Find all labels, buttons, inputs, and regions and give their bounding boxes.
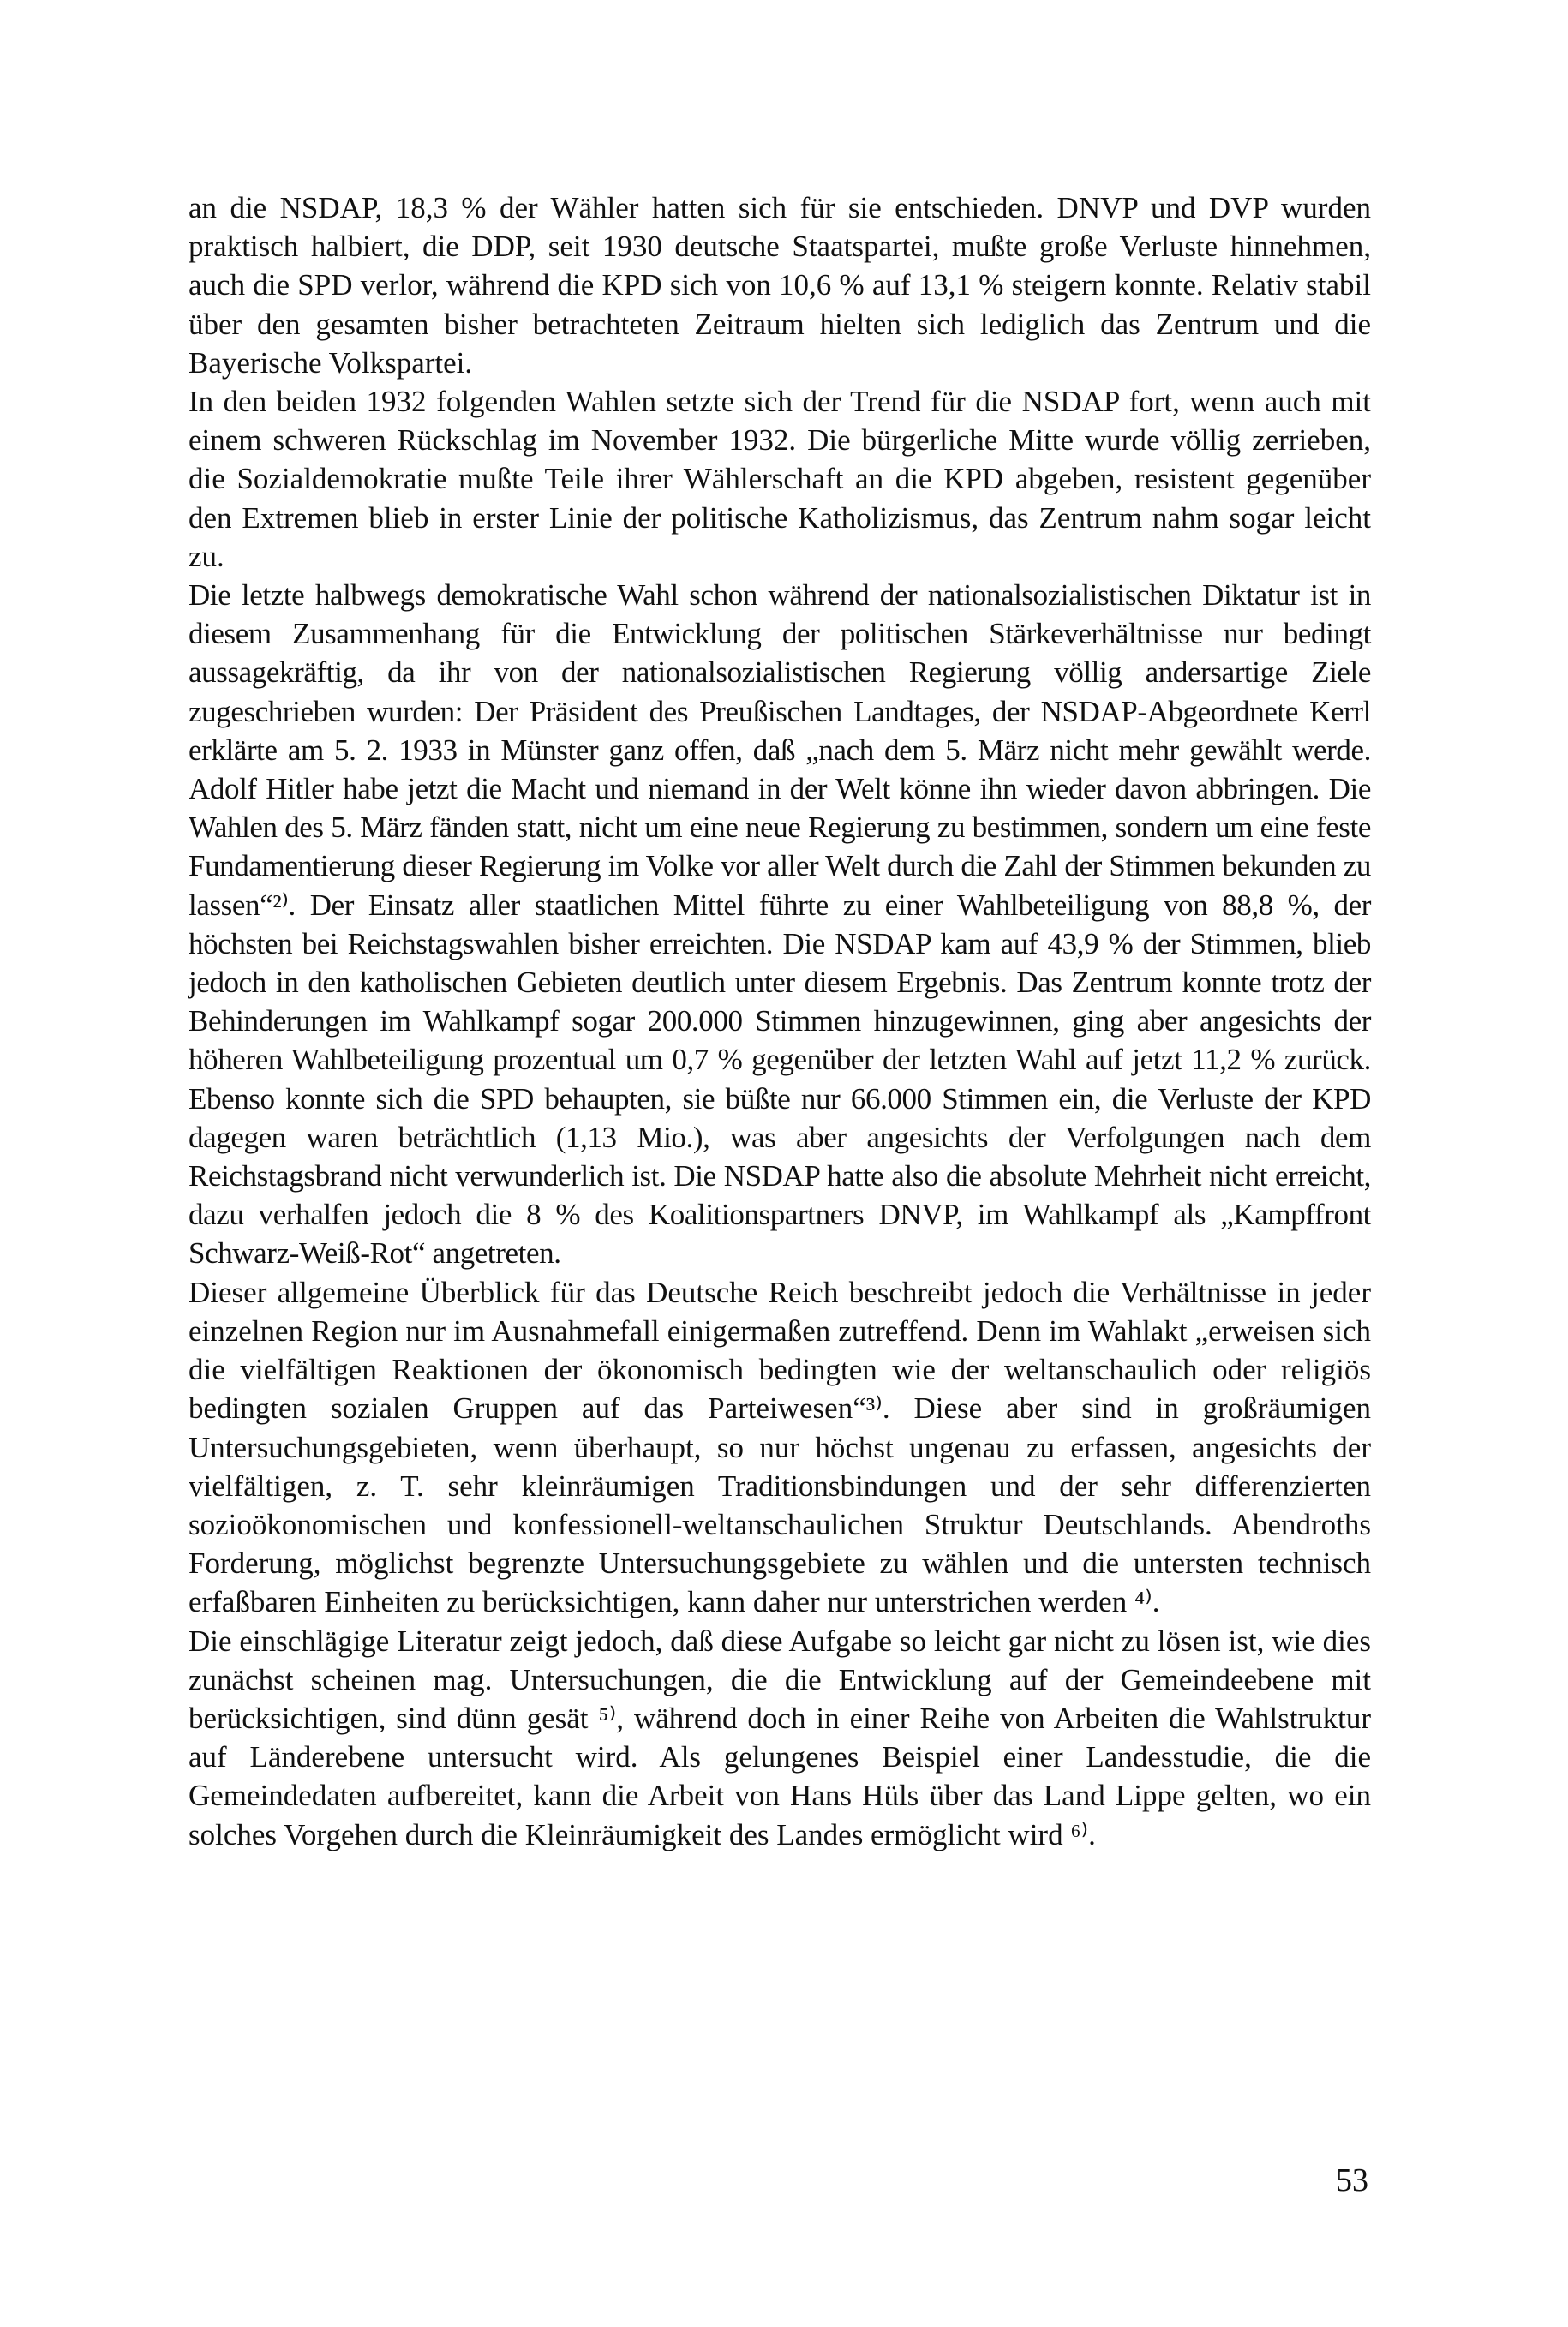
paragraph-5: Die einschlägige Literatur zeigt jedoch, daß diese Aufgabe so leicht gar nicht zu lösen ist, wie dies zunächst scheinen mag. Untersuchungen, die die Entwicklung auf der Gemeindeebene mit berücksichtigen, sind dünn gesät ⁵⁾, während doch in einer Reihe von Arbeiten die Wahlstruktur auf Länderebene untersucht wird. Als gelungenes Beispiel einer Landesstudie, die die Gemeindedaten aufbereitet, kann die Arbeit von Hans Hüls über das Land Lippe gelten, wo ein solches Vorgehen durch die Kleinräumigkeit des Landes ermöglicht wird ⁶⁾.	[189, 1624, 1371, 1851]
page-number: 53	[1336, 2162, 1368, 2198]
paragraph-2: In den beiden 1932 folgenden Wahlen setzte sich der Trend für die NSDAP fort, wenn auch mit einem schweren Rückschlag im November 1932. Die bürgerliche Mitte wurde völlig zerrieben, die Sozialdemokratie mußte Teile ihrer Wählerschaft an die KPD abgeben, resistent gegenüber den Extremen blieb in erster Linie der politische Katholizismus, das Zentrum nahm sogar leicht zu.	[189, 385, 1371, 573]
paragraph-4: Dieser allgemeine Überblick für das Deutsche Reich beschreibt jedoch die Verhältnisse in jeder einzelnen Region nur im Ausnahmefall einigermaßen zutreffend. Denn im Wahlakt „erweisen sich die vielfältigen Reaktionen der ökonomisch bedingten wie der weltanschaulich oder religiös bedingten sozialen Gruppen auf das Parteiwesen“³⁾. Diese aber sind in großräumigen Untersuchungsgebieten, wenn überhaupt, so nur höchst ungenau zu erfassen, angesichts der vielfältigen, z. T. sehr kleinräumigen Traditionsbindungen und der sehr differenzierten sozioökonomischen und konfessionell-weltanschaulichen Struktur Deutschlands. Abendroths Forderung, möglichst begrenzte Untersuchungsgebiete zu wählen und die untersten technisch erfaßbaren Einheiten zu berücksichtigen, kann daher nur unterstrichen werden ⁴⁾.	[189, 1275, 1371, 1619]
paragraph-1: an die NSDAP, 18,3 % der Wähler hatten sich für sie entschieden. DNVP und DVP wurden praktisch halbiert, die DDP, seit 1930 deutsche Staatspartei, mußte große Verluste hinnehmen, auch die SPD verlor, während die KPD sich von 10,6 % auf 13,1 % steigern konnte. Relativ stabil über den gesamten bisher betrachteten Zeitraum hielten sich lediglich das Zentrum und die Bayerische Volkspartei.	[189, 191, 1371, 380]
paragraph-3: Die letzte halbwegs demokratische Wahl schon während der nationalsozialistischen Diktatur ist in diesem Zusammenhang für die Entwicklung der politischen Stärkeverhältnisse nur bedingt aussagekräftig, da ihr von der nationalsozialistischen Regierung völlig andersartige Ziele zugeschrieben wurden: Der Präsident des Preußischen Landtages, der NSDAP-Abgeordnete Kerrl erklärte am 5. 2. 1933 in Münster ganz offen, daß „nach dem 5. März nicht mehr gewählt werde. Adolf Hitler habe jetzt die Macht und niemand in der Welt könne ihn wieder davon abbringen. Die Wahlen des 5. März fänden statt, nicht um eine neue Regierung zu bestimmen, sondern um eine feste Fundamentierung dieser Regierung im Volke vor aller Welt durch die Zahl der Stimmen bekunden zu lassen“²⁾. Der Einsatz aller staatlichen Mittel führte zu einer Wahlbeteiligung von 88,8 %, der höchsten bei Reichstagswahlen bisher erreichten. Die NSDAP kam auf 43,9 % der Stimmen, blieb jedoch in den katholischen Gebieten deutlich unter diesem Ergebnis. Das Zentrum konnte trotz der Behinderungen im Wahlkampf sogar 200.000 Stimmen hinzugewinnen, ging aber angesichts der höheren Wahlbeteiligung prozentual um 0,7 % gegenüber der letzten Wahl auf jetzt 11,2 % zurück. Ebenso konnte sich die SPD behaupten, sie büßte nur 66.000 Stimmen ein, die Verluste der KPD dagegen waren beträchtlich (1,13 Mio.), was aber angesichts der Verfolgungen nach dem Reichstagsbrand nicht verwunderlich ist. Die NSDAP hatte also die absolute Mehrheit nicht erreicht, dazu verhalfen jedoch die 8 % des Koalitionspartners DNVP, im Wahlkampf als „Kampffront Schwarz-Weiß-Rot“ angetreten.	[189, 578, 1371, 1271]
body-text	[189, 188, 1371, 1854]
